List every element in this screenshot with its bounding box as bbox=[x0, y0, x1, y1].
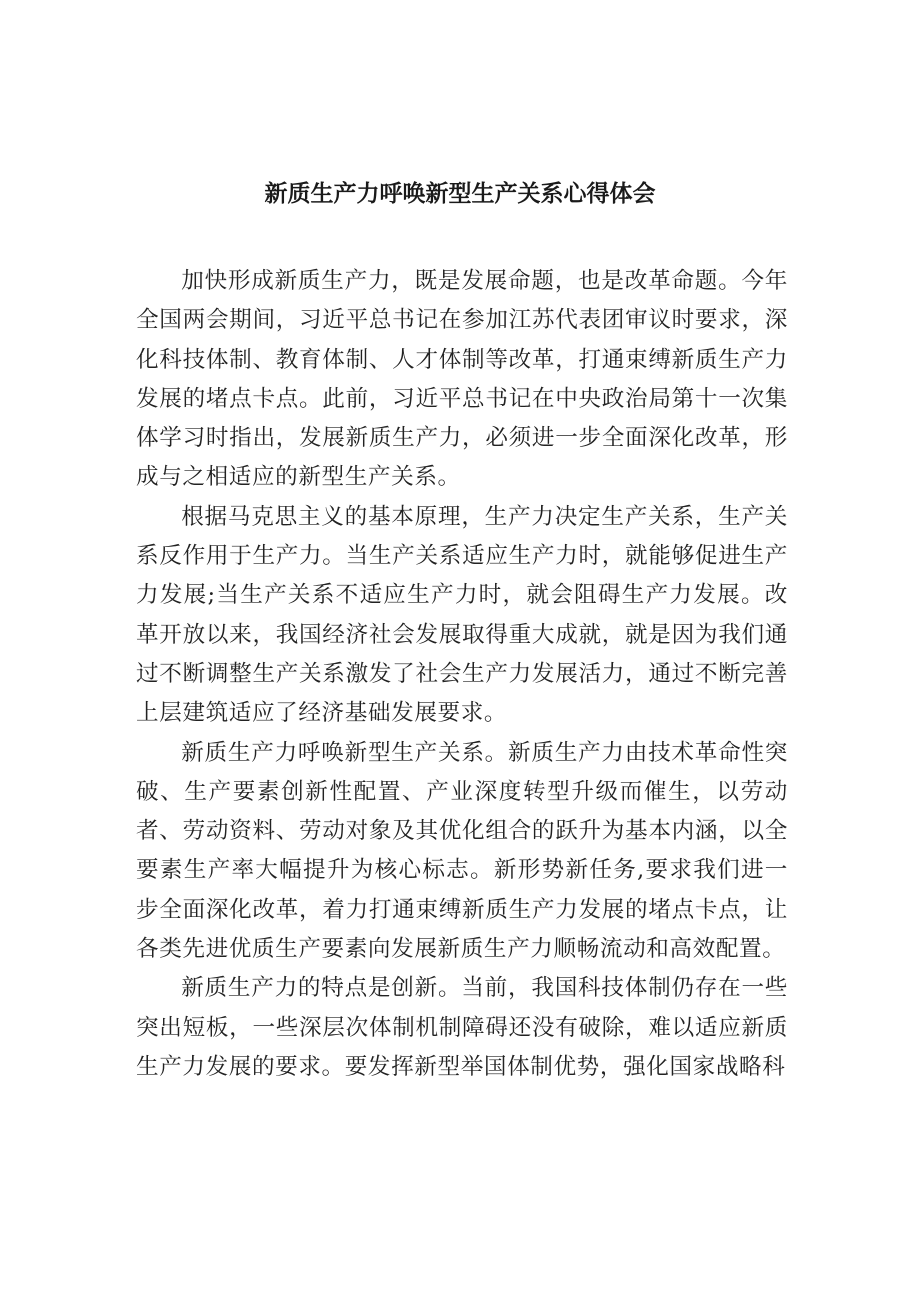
paragraph-3: 新质生产力呼唤新型生产关系。新质生产力由技术革命性突破、生产要素创新性配置、产业深度转型升级而催生，以劳动者、劳动资料、劳动对象及其优化组合的跃升为基本内涵，以全要素生产率大幅提升为核心标志。新形势新任务,要求我们进一步全面深化改革，着力打通束缚新质生产力发展的堵点卡点，让各类先进优质生产要素向发展新质生产力顺畅流动和高效配置。 bbox=[136, 739, 788, 963]
paragraph-4: 新质生产力的特点是创新。当前，我国科技体制仍存在一些突出短板，一些深层次体制机制障碍还没有破除，难以适应新质生产力发展的要求。要发挥新型举国体制优势，强化国家战略科 bbox=[136, 975, 788, 1080]
document-title: 新质生产力呼唤新型生产关系心得体会 bbox=[264, 181, 656, 207]
paragraph-2: 根据马克思主义的基本原理，生产力决定生产关系，生产关系反作用于生产力。当生产关系适应生产力时，就能够促进生产力发展;当生产关系不适应生产力时，就会阻碍生产力发展。改革开放以来，我国经济社会发展取得重大成就，就是因为我们通过不断调整生产关系激发了社会生产力发展活力，通过不断完善上层建筑适应了经济基础发展要求。 bbox=[136, 503, 788, 727]
paragraph-1: 加快形成新质生产力，既是发展命题，也是改革命题。今年全国两会期间，习近平总书记在参加江苏代表团审议时要求，深化科技体制、教育体制、人才体制等改革，打通束缚新质生产力发展的堵点卡点。此前，习近平总书记在中央政治局第十一次集体学习时指出，发展新质生产力，必须进一步全面深化改革，形成与之相适应的新型生产关系。 bbox=[136, 268, 788, 491]
document-body bbox=[136, 262, 788, 1087]
